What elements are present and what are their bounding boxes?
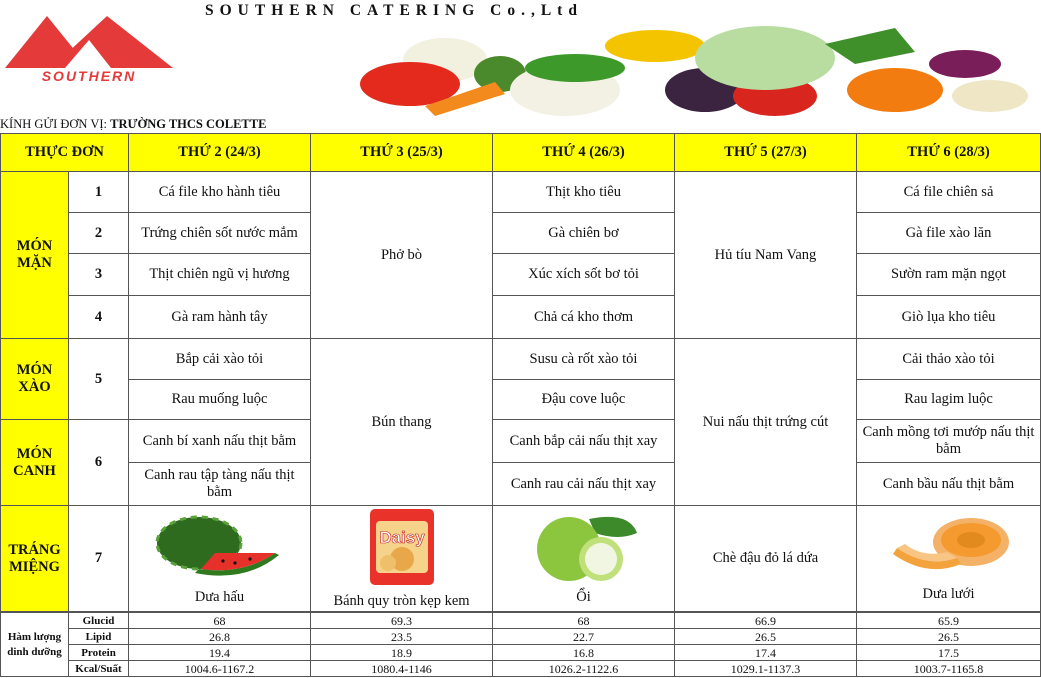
nutrient-value: 26.5 (857, 629, 1041, 645)
dish-cell: Cá file chiên sả (857, 172, 1041, 213)
nutrient-name: Protein (69, 645, 129, 661)
dessert-cell (857, 506, 1041, 612)
dish-cell: Gà file xào lăn (857, 213, 1041, 254)
dish-cell: Trứng chiên sốt nước mắm (129, 213, 311, 254)
dish-cell: Canh mồng tơi mướp nấu thịt bằm (857, 420, 1041, 463)
biscuit-package-icon (366, 507, 438, 587)
nutrition-row (1, 645, 1041, 661)
nutrient-value: 1026.2-1122.6 (493, 661, 675, 677)
day-header: THỨ 6 (28/3) (857, 134, 1041, 172)
company-name: SOUTHERN CATERING Co.,Ltd (205, 2, 583, 19)
day-header: THỨ 4 (26/3) (493, 134, 675, 172)
nutrient-value: 65.9 (857, 613, 1041, 629)
category-trang-mieng: TRÁNG MIỆNG (1, 506, 69, 612)
menu-row (1, 296, 1041, 339)
dessert-label: Dưa hấu (194, 589, 245, 605)
page-header (0, 0, 1041, 118)
menu-corner-label: THỰC ĐƠN (1, 134, 129, 172)
nutrient-value: 69.3 (311, 613, 493, 629)
row-number: 3 (69, 254, 129, 296)
dish-cell: Canh rau tập tàng nấu thịt bằm (129, 463, 311, 506)
nutrition-row (1, 629, 1041, 645)
nutrient-name: Glucid (69, 613, 129, 629)
row-number: 6 (69, 420, 129, 506)
nutrient-value: 66.9 (675, 613, 857, 629)
dessert-cell (493, 506, 675, 612)
nutrient-value: 1003.7-1165.8 (857, 661, 1041, 677)
dish-cell: Chả cá kho thơm (493, 296, 675, 339)
dish-cell: Đậu cove luộc (493, 380, 675, 420)
nutrient-name: Lipid (69, 629, 129, 645)
nutrient-value: 18.9 (311, 645, 493, 661)
dish-cell: Bún thang (311, 339, 493, 506)
menu-row (1, 172, 1041, 213)
nutrient-value: 26.5 (675, 629, 857, 645)
nutrition-label: Hàm lượng dinh dưỡng (1, 613, 69, 677)
dish-cell: Thịt kho tiêu (493, 172, 675, 213)
nutrient-value: 1080.4-1146 (311, 661, 493, 677)
dish-cell: Canh bắp cải nấu thịt xay (493, 420, 675, 463)
dessert-label: Chè đậu đỏ lá dứa (712, 550, 819, 566)
day-header: THỨ 2 (24/3) (129, 134, 311, 172)
menu-row (1, 380, 1041, 420)
dish-cell: Rau lagim luộc (857, 380, 1041, 420)
recipient-value: TRƯỜNG THCS COLETTE (110, 117, 267, 131)
dish-cell: Canh bí xanh nấu thịt bằm (129, 420, 311, 463)
logo-text: SOUTHERN (41, 68, 137, 84)
nutrient-name: Kcal/Suất (69, 661, 129, 677)
nutrient-value: 19.4 (129, 645, 311, 661)
dish-cell: Susu cà rốt xào tỏi (493, 339, 675, 380)
dish-cell: Nui nấu thịt trứng cút (675, 339, 857, 506)
category-canh: MÓN CANH (1, 420, 69, 506)
dessert-row (1, 506, 1041, 612)
menu-row (1, 420, 1041, 463)
menu-row (1, 213, 1041, 254)
dessert-label: Bánh quy tròn kẹp kem (333, 593, 470, 609)
weekly-menu-table (0, 133, 1041, 612)
nutrient-value: 1029.1-1137.3 (675, 661, 857, 677)
nutrition-table (0, 612, 1041, 677)
nutrient-value: 17.5 (857, 645, 1041, 661)
menu-row (1, 254, 1041, 296)
nutrient-value: 68 (129, 613, 311, 629)
dish-cell: Giò lụa kho tiêu (857, 296, 1041, 339)
watermelon-icon (155, 511, 285, 583)
nutrition-row (1, 613, 1041, 629)
nutrient-value: 68 (493, 613, 675, 629)
day-header: THỨ 3 (25/3) (311, 134, 493, 172)
dessert-label: Ổi (576, 589, 591, 605)
recipient-label: KÍNH GỬI ĐƠN VỊ: (0, 117, 108, 131)
dish-cell: Canh rau cải nấu thịt xay (493, 463, 675, 506)
day-header-row (1, 134, 1041, 172)
nutrient-value: 1004.6-1167.2 (129, 661, 311, 677)
row-number: 4 (69, 296, 129, 339)
dish-cell: Cá file kho hành tiêu (129, 172, 311, 213)
nutrient-value: 16.8 (493, 645, 675, 661)
row-number: 5 (69, 339, 129, 420)
nutrition-row (1, 661, 1041, 677)
dish-cell: Cải thảo xào tỏi (857, 339, 1041, 380)
dish-cell: Xúc xích sốt bơ tỏi (493, 254, 675, 296)
vegetables-banner-image (355, 24, 1040, 118)
recipient-line (0, 117, 266, 132)
menu-row (1, 339, 1041, 380)
cantaloupe-icon (887, 514, 1011, 580)
category-xao: MÓN XÀO (1, 339, 69, 420)
dessert-cell (129, 506, 311, 612)
guava-icon (529, 511, 639, 583)
row-number: 2 (69, 213, 129, 254)
row-number: 1 (69, 172, 129, 213)
dish-cell: Hủ tíu Nam Vang (675, 172, 857, 339)
dish-cell: Gà chiên bơ (493, 213, 675, 254)
logo-mountains-icon (3, 14, 175, 70)
category-man: MÓN MẶN (1, 172, 69, 339)
dessert-cell (675, 506, 857, 612)
dish-cell: Bắp cải xào tỏi (129, 339, 311, 380)
dessert-label: Dưa lưới (922, 586, 975, 602)
nutrient-value: 23.5 (311, 629, 493, 645)
nutrient-value: 26.8 (129, 629, 311, 645)
biscuit-brand-text: Daisy (378, 528, 425, 547)
nutrient-value: 17.4 (675, 645, 857, 661)
dish-cell: Rau muống luộc (129, 380, 311, 420)
dish-cell: Phở bò (311, 172, 493, 339)
dessert-cell (311, 506, 493, 612)
dish-cell: Thịt chiên ngũ vị hương (129, 254, 311, 296)
row-number: 7 (69, 506, 129, 612)
company-logo (3, 14, 175, 84)
dish-cell: Sườn ram mặn ngọt (857, 254, 1041, 296)
dish-cell: Canh bầu nấu thịt bằm (857, 463, 1041, 506)
day-header: THỨ 5 (27/3) (675, 134, 857, 172)
nutrient-value: 22.7 (493, 629, 675, 645)
dish-cell: Gà ram hành tây (129, 296, 311, 339)
menu-row (1, 463, 1041, 506)
